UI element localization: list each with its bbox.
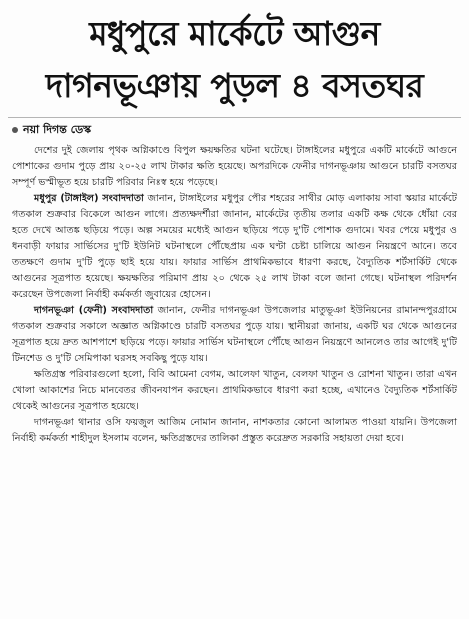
paragraph-2 [12, 191, 457, 303]
paragraph-3-text: জানান, ফেনীর দাগনভূঞা উপজেলার মাতুভূঞা ইউনিয়নের রামানন্দপুরগ্রামে গতকাল শুক্রবার সকালে অজ্ঞাত অগ্নিকাণ্ডে চারটি বসতঘর পুড়ে যায়। স্থানীয়রা জানায়, একটি ঘর থেকে আগুনের সূত্রপাত হয়ে দ্রুত আশপাশে ছড়িয়ে পড়ে। ফায়ার সার্ভিস ঘটনাস্থলে পৌঁছে আগুন নিয়ন্ত্রণে আনলেও তার আগেই দু'টি টিনশেড ও দু'টি সেমিপাকা ঘরসহ সবকিছু পুড়ে যায়। [12, 305, 458, 364]
byline-text: নয়া দিগন্ত ডেস্ক [23, 123, 92, 136]
paragraph-1-text: দেশের দুই জেলায় পৃথক অগ্নিকাণ্ডে বিপুল ক্ষয়ক্ষতির ঘটনা ঘটেছে। টাঙ্গাইলের মধুপুরে একটি মার্কেটে আগুনে পোশাকের গুদাম পুড়ে প্রায় ২০-২৫ লাখ টাকার ক্ষতি হয়েছে। অপরদিকে ফেনীর দাগনভূঞায় আগুনে চারটি বসতঘর সম্পূর্ণ ভস্মীভূত হয়ে চারটি পরিবার নিঃস্ব হয়ে পড়েছে। [12, 145, 457, 188]
article-body [12, 143, 457, 447]
paragraph-5 [12, 415, 457, 447]
headline-divider [8, 117, 461, 118]
headline-line-2: দাগনভূঞায় পুড়ল ৪ বসতঘর [45, 66, 424, 105]
paragraph-3 [12, 303, 457, 367]
paragraph-4 [12, 367, 457, 415]
paragraph-4-text: ক্ষতিগ্রস্ত পরিবারগুলো হলো, বিবি আমেনা বেগম, আলেফা খাতুন, বেলফা খাতুন ও রোশনা খাতুন। তারা এখন খোলা আকাশের নিচে মানবেতর জীবনযাপন করছেন। প্রাথমিকভাবে ধারণা করা হচ্ছে, এখানেও বৈদ্যুতিক শর্টসার্কিট থেকেই আগুনের সূত্রপাত হয়েছে। [12, 369, 457, 412]
bullet-icon [12, 127, 18, 133]
headline-line-1: মধুপুরে মার্কেটে আগুন [89, 14, 380, 53]
paragraph-2-lead: মধুপুর (টাঙ্গাইল) সংবাদদাতা [34, 193, 144, 204]
byline [12, 123, 91, 137]
paragraph-5-text: দাগনভূঞা থানার ওসি ফয়জুল আজিম নোমান জানান, নাশকতার কোনো আলামত পাওয়া যায়নি। উপজেলা নির্বাহী কর্মকর্তা শাহীদুল ইসলাম বলেন, ক্ষতিগ্রস্তদের তালিকা প্রস্তুত করেদ্রুত সরকারি সহায়তা দেয়া হবে। [12, 417, 457, 444]
paragraph-2-text: জানান, টাঙ্গাইলের মধুপুর পৌর শহরের সাথীর মোড় এলাকায় সাবা স্কয়ার মার্কেটে গতকাল শুক্রবার বিকেলে আগুন লাগে। প্রত্যক্ষদর্শীরা জানান, মার্কেটের তৃতীয় তলার একটি কক্ষ থেকে ধোঁয়া বের হতে দেখে আতঙ্ক ছড়িয়ে পড়ে। অল্প সময়ের মধ্যেই আগুন ছড়িয়ে পড়ে দু'টি পোশাক গুদামে। খবর পেয়ে মধুপুর ও ধনবাড়ী ফায়ার সার্ভিসের দু'টি ইউনিট ঘটনাস্থলে পৌঁছেপ্রায় এক ঘণ্টা চেষ্টা চালিয়ে আগুন নিয়ন্ত্রণে আনে। তবে ততক্ষণে গুদাম দু'টি পুড়ে ছাই হয়ে যায়। ফায়ার সার্ভিস প্রাথমিকভাবে ধারণা করছে, বৈদ্যুতিক শর্টসার্কিট থেকে আগুনের সূত্রপাত হয়েছে। ক্ষয়ক্ষতির পরিমাণ প্রায় ২০ থেকে ২৫ লাখ টাকা বলে জানা গেছে। ঘটনাস্থল পরিদর্শন করেছেন উপজেলা নির্বাহী কর্মকর্তা জুবায়ের হোসেন। [12, 193, 458, 300]
paragraph-1 [12, 143, 457, 191]
paragraph-3-lead: দাগনভূঞা (ফেনী) সংবাদদাতা [34, 305, 154, 316]
